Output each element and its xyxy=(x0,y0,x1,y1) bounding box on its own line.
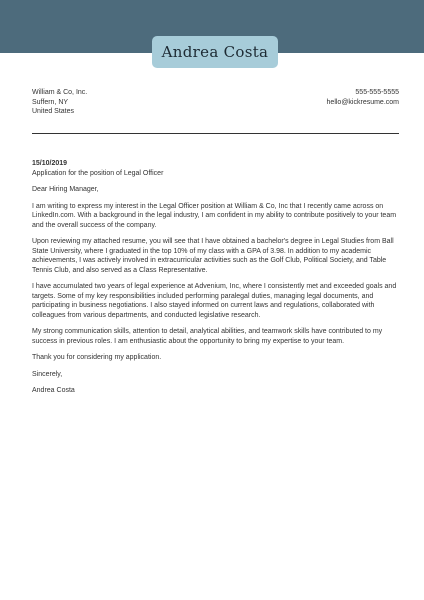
letter-signature: Andrea Costa xyxy=(32,387,75,394)
letter-salutation: Dear Hiring Manager, xyxy=(32,186,99,193)
letter-date: 15/10/2019 xyxy=(32,160,68,167)
sender-contact xyxy=(327,88,399,107)
letter-subject: Application for the position of Legal Officer xyxy=(32,169,164,177)
recipient-address xyxy=(32,88,87,117)
letter-paragraph: I have accumulated two years of legal experience at Advenium, Inc, where I consistently met and exceeded goals and targets. Some of my key responsibilities included performing paralegal duties, managing legal documents, and participating in business negotiations. I also stayed informed on current laws and regulations, collaborated with colleagues from various departments, and conducted legislative research. xyxy=(32,283,397,319)
sender-email: hello@kickresume.com xyxy=(326,98,399,106)
name-banner xyxy=(152,36,278,68)
letter-paragraph: Upon reviewing my attached resume, you will see that I have obtained a bachelor's degree in Legal Studies from Ball State University, where I graduated in the top 10% of my class with a GPA of 3.98. In addition to my academic achievements, I was actively involved in extracurricular activities such as the Golf Club, Political Society, and Table Tennis Club, and also served as a Class Representative. xyxy=(32,238,394,274)
recipient-company: William & Co, Inc. xyxy=(32,89,88,96)
letter-paragraph: I am writing to express my interest in the Legal Officer position at William & Co, Inc that I recently came across on LinkedIn.com. With a background in the legal industry, I am confident in my ability to contribute positively to your team and the overall success of the company. xyxy=(32,202,397,229)
letter-closing: Sincerely, xyxy=(32,370,63,378)
letter-paragraph: My strong communication skills, attention to detail, analytical abilities, and teamwork skills have contributed to my success in previous roles. I am enthusiastic about the opportunity to bring my expertise to your team. xyxy=(32,328,383,345)
letter-body xyxy=(32,159,399,396)
applicant-name: Andrea Costa xyxy=(161,43,269,61)
recipient-city: Suffern, NY xyxy=(32,98,69,106)
letter-paragraph: Thank you for considering my application. xyxy=(32,354,162,361)
recipient-country: United States xyxy=(32,108,75,115)
sender-phone: 555-555-5555 xyxy=(355,89,399,96)
divider-line xyxy=(32,133,399,134)
